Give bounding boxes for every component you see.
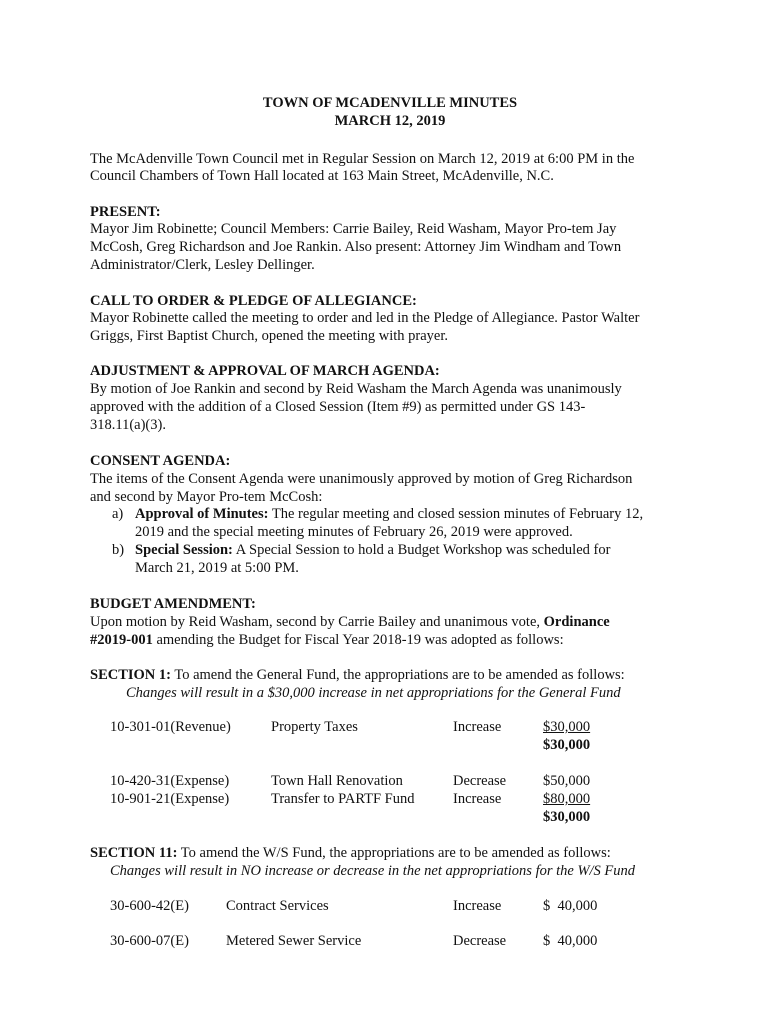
section1-label: SECTION 1: xyxy=(90,667,171,683)
section1-action: Increase xyxy=(453,791,502,807)
section1-action: Decrease xyxy=(453,773,507,789)
section1-amount: $30,000 xyxy=(543,719,591,735)
consent-heading: CONSENT AGENDA: xyxy=(90,453,231,469)
section1-desc: Property Taxes xyxy=(271,719,358,735)
section11-amount: $ 40,000 xyxy=(543,933,598,949)
section11-action: Increase xyxy=(453,898,502,914)
consent-item-text: 2019 and the special meeting minutes of February 26, 2019 were approved. xyxy=(135,524,573,540)
agenda-heading: ADJUSTMENT & APPROVAL OF MARCH AGENDA: xyxy=(90,363,440,379)
intro-line: The McAdenville Town Council met in Regular Session on March 12, 2019 at 6:00 PM in the xyxy=(90,151,635,167)
call-to-order-line: Griggs, First Baptist Church, opened the meeting with prayer. xyxy=(90,328,449,344)
section1-account: 10-901-21(Expense) xyxy=(110,791,230,807)
section1-total: $30,000 xyxy=(543,809,591,825)
consent-item-marker: b) xyxy=(112,542,125,558)
document-title: TOWN OF MCADENVILLE MINUTES xyxy=(262,95,518,111)
ordinance-number: #2019-001 xyxy=(90,632,153,648)
ordinance-label: Ordinance xyxy=(543,614,610,630)
consent-item-text: The regular meeting and closed session minutes of February 12, xyxy=(268,506,644,522)
section11-note: Changes will result in NO increase or decrease in the net appropriations for the W/S Fund xyxy=(110,863,636,879)
budget-text: Upon motion by Reid Washam, second by Carrie Bailey and unanimous vote, xyxy=(90,614,544,630)
budget-text: amending the Budget for Fiscal Year 2018-19 was adopted as follows: xyxy=(152,632,564,648)
section1-desc: Transfer to PARTF Fund xyxy=(271,791,415,807)
section11-label: SECTION 11: xyxy=(90,845,178,861)
budget-line xyxy=(90,631,564,649)
budget-heading: BUDGET AMENDMENT: xyxy=(90,596,256,612)
section1-action: Increase xyxy=(453,719,502,735)
section11-desc: Contract Services xyxy=(226,898,329,914)
consent-item-text: March 21, 2019 at 5:00 PM. xyxy=(135,560,299,576)
call-to-order-heading: CALL TO ORDER & PLEDGE OF ALLEGIANCE: xyxy=(90,293,417,309)
budget-line xyxy=(90,613,610,631)
present-line: McCosh, Greg Richardson and Joe Rankin. Also present: Attorney Jim Windham and Town xyxy=(90,239,622,255)
present-line: Administrator/Clerk, Lesley Dellinger. xyxy=(90,257,315,273)
section11-line xyxy=(90,844,611,862)
section11-account: 30-600-07(E) xyxy=(110,933,189,949)
section11-desc: Metered Sewer Service xyxy=(226,933,362,949)
section11-action: Decrease xyxy=(453,933,507,949)
consent-item-text: A Special Session to hold a Budget Workshop was scheduled for xyxy=(232,542,611,558)
section1-total: $30,000 xyxy=(543,737,591,753)
consent-item xyxy=(135,505,643,523)
intro-line: Council Chambers of Town Hall located at 163 Main Street, McAdenville, N.C. xyxy=(90,168,554,184)
section1-account: 10-301-01(Revenue) xyxy=(110,719,231,735)
section1-note: Changes will result in a $30,000 increase in net appropriations for the General Fund xyxy=(126,685,621,701)
present-line: Mayor Jim Robinette; Council Members: Carrie Bailey, Reid Washam, Mayor Pro-tem Jay xyxy=(90,221,617,237)
consent-item-marker: a) xyxy=(112,506,124,522)
section1-account: 10-420-31(Expense) xyxy=(110,773,230,789)
consent-item-label: Approval of Minutes: xyxy=(135,506,269,522)
agenda-line: 318.11(a)(3). xyxy=(90,417,166,433)
consent-line: and second by Mayor Pro-tem McCosh: xyxy=(90,489,323,505)
call-to-order-line: Mayor Robinette called the meeting to order and led in the Pledge of Allegiance. Pastor Walter xyxy=(90,310,640,326)
section1-amount: $50,000 xyxy=(543,773,591,789)
consent-item xyxy=(135,541,610,559)
agenda-line: By motion of Joe Rankin and second by Reid Washam the March Agenda was unanimously xyxy=(90,381,622,397)
section1-text: To amend the General Fund, the appropriations are to be amended as follows: xyxy=(170,667,625,683)
consent-line: The items of the Consent Agenda were unanimously approved by motion of Greg Richardson xyxy=(90,471,633,487)
section1-line xyxy=(90,666,625,684)
present-heading: PRESENT: xyxy=(90,204,161,220)
document-date: MARCH 12, 2019 xyxy=(334,113,446,129)
section11-account: 30-600-42(E) xyxy=(110,898,189,914)
section1-amount: $80,000 xyxy=(543,791,591,807)
section1-desc: Town Hall Renovation xyxy=(271,773,403,789)
section11-amount: $ 40,000 xyxy=(543,898,598,914)
consent-item-label: Special Session: xyxy=(135,542,233,558)
agenda-line: approved with the addition of a Closed Session (Item #9) as permitted under GS 143- xyxy=(90,399,586,415)
section11-text: To amend the W/S Fund, the appropriations are to be amended as follows: xyxy=(177,845,611,861)
